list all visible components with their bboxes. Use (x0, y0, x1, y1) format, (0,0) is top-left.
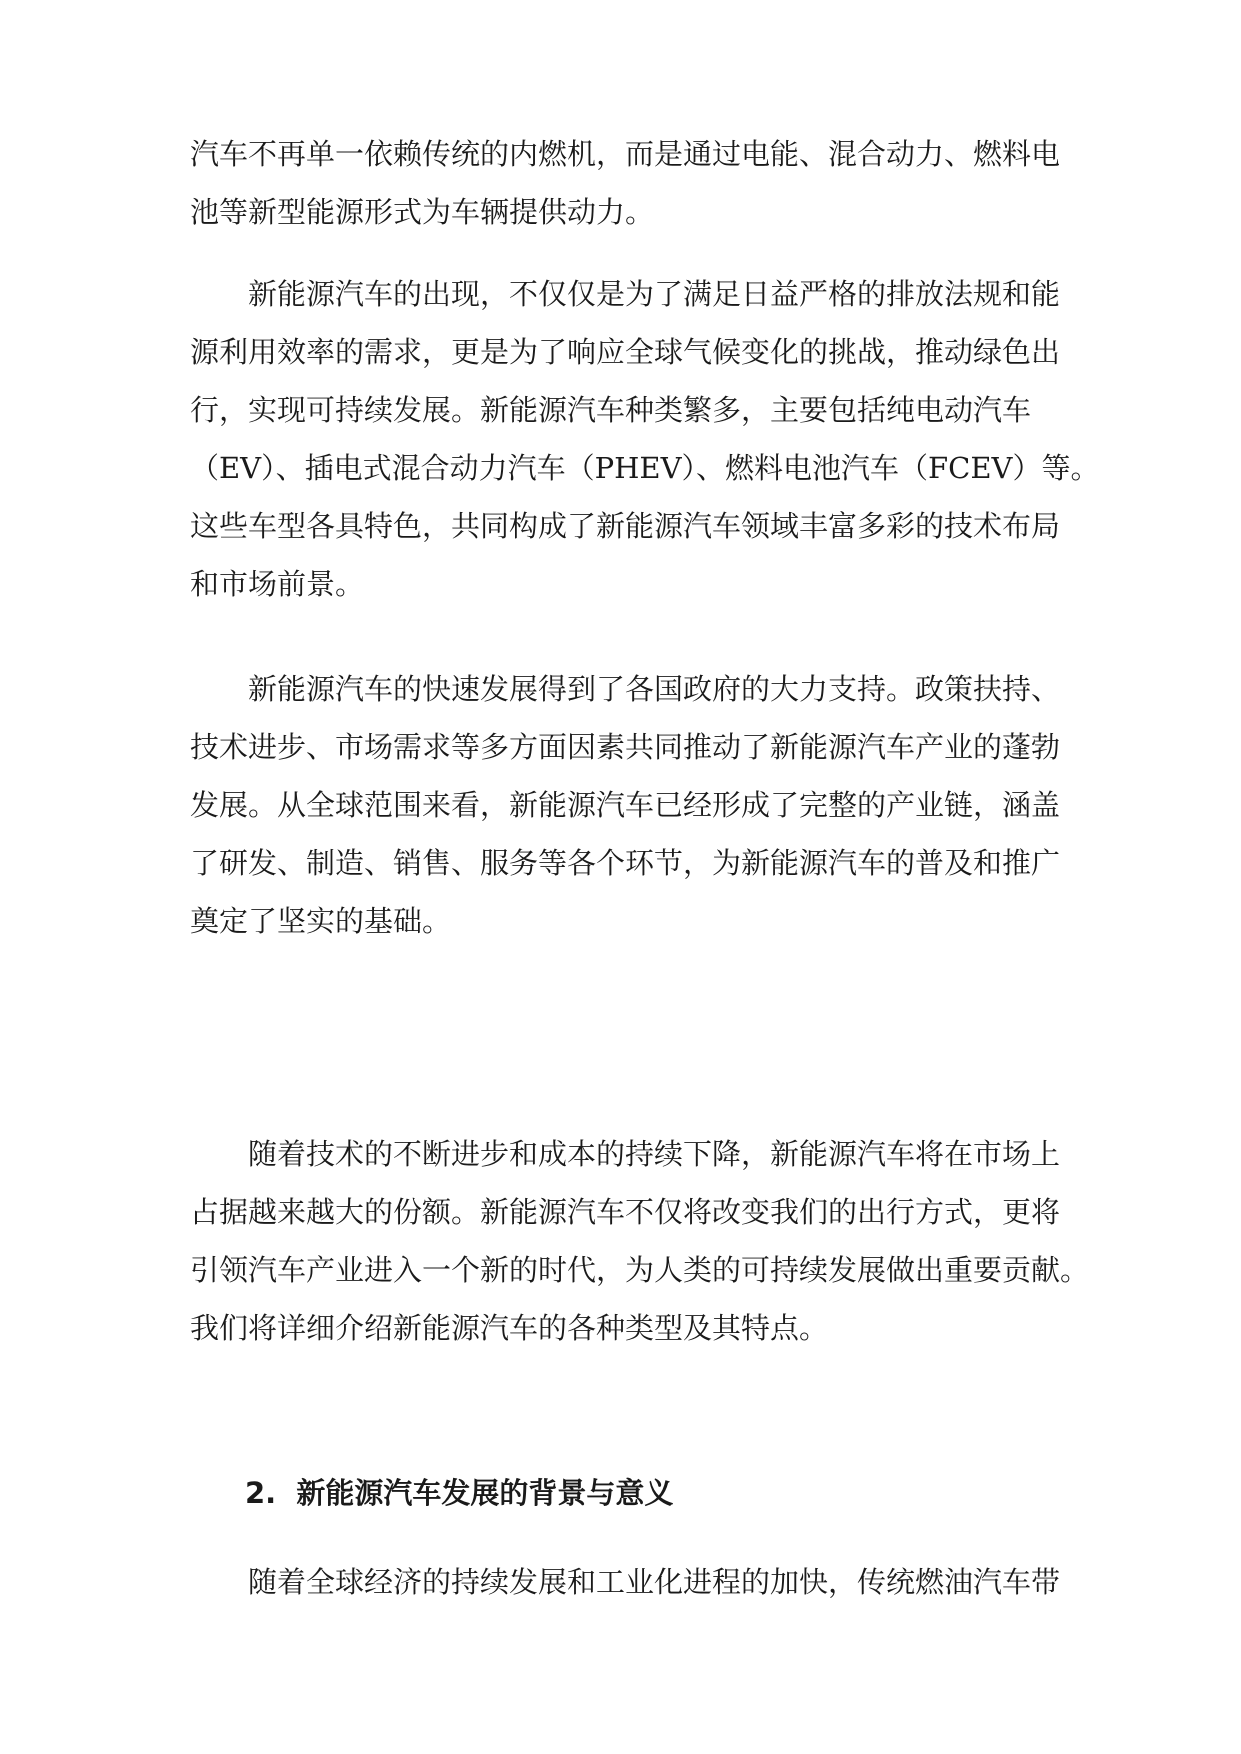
paragraph-line: 这些车型各具特色，共同构成了新能源汽车领域丰富多彩的技术布局 (190, 509, 1061, 543)
paragraph-line: 了研发、制造、销售、服务等各个环节，为新能源汽车的普及和推广 (190, 846, 1061, 880)
paragraph-line: 行，实现可持续发展。新能源汽车种类繁多，主要包括纯电动汽车 (190, 393, 1032, 427)
paragraph-line: 随着全球经济的持续发展和工业化进程的加快，传统燃油汽车带 (248, 1565, 1061, 1599)
section-number: 2. (245, 1476, 277, 1510)
paragraph-line: 新能源汽车的快速发展得到了各国政府的大力支持。政策扶持、 (248, 672, 1061, 706)
paragraph-line: 源利用效率的需求，更是为了响应全球气候变化的挑战，推动绿色出 (190, 335, 1061, 369)
paragraph-line: 池等新型能源形式为车辆提供动力。 (190, 195, 655, 229)
paragraph-5 (190, 1553, 1060, 1611)
paragraph-line: 和市场前景。 (190, 567, 365, 601)
paragraph-line: 技术进步、市场需求等多方面因素共同推动了新能源汽车产业的蓬勃 (190, 730, 1061, 764)
paragraph-2 (190, 265, 1100, 613)
paragraph-line: 占据越来越大的份额。新能源汽车不仅将改变我们的出行方式，更将 (190, 1195, 1061, 1229)
paragraph-line: 我们将详细介绍新能源汽车的各种类型及其特点。 (190, 1311, 829, 1345)
paragraph-4 (190, 1125, 1090, 1357)
paragraph-1 (190, 125, 1060, 241)
paragraph-line: 汽车不再单一依赖传统的内燃机，而是通过电能、混合动力、燃料电 (190, 137, 1061, 171)
paragraph-line: 随着技术的不断进步和成本的持续下降，新能源汽车将在市场上 (248, 1137, 1061, 1171)
paragraph-line: （EV）、插电式混合动力汽车（PHEV）、燃料电池汽车（FCEV）等。 (190, 451, 1100, 485)
paragraph-line: 奠定了坚实的基础。 (190, 904, 452, 938)
paragraph-line: 发展。从全球范围来看，新能源汽车已经形成了完整的产业链，涵盖 (190, 788, 1061, 822)
paragraph-line: 引领汽车产业进入一个新的时代，为人类的可持续发展做出重要贡献。 (190, 1253, 1090, 1287)
paragraph-line: 新能源汽车的出现，不仅仅是为了满足日益严格的排放法规和能 (248, 277, 1061, 311)
section-heading (245, 1473, 673, 1513)
section-title: 新能源汽车发展的背景与意义 (296, 1476, 674, 1510)
paragraph-3 (190, 660, 1060, 950)
